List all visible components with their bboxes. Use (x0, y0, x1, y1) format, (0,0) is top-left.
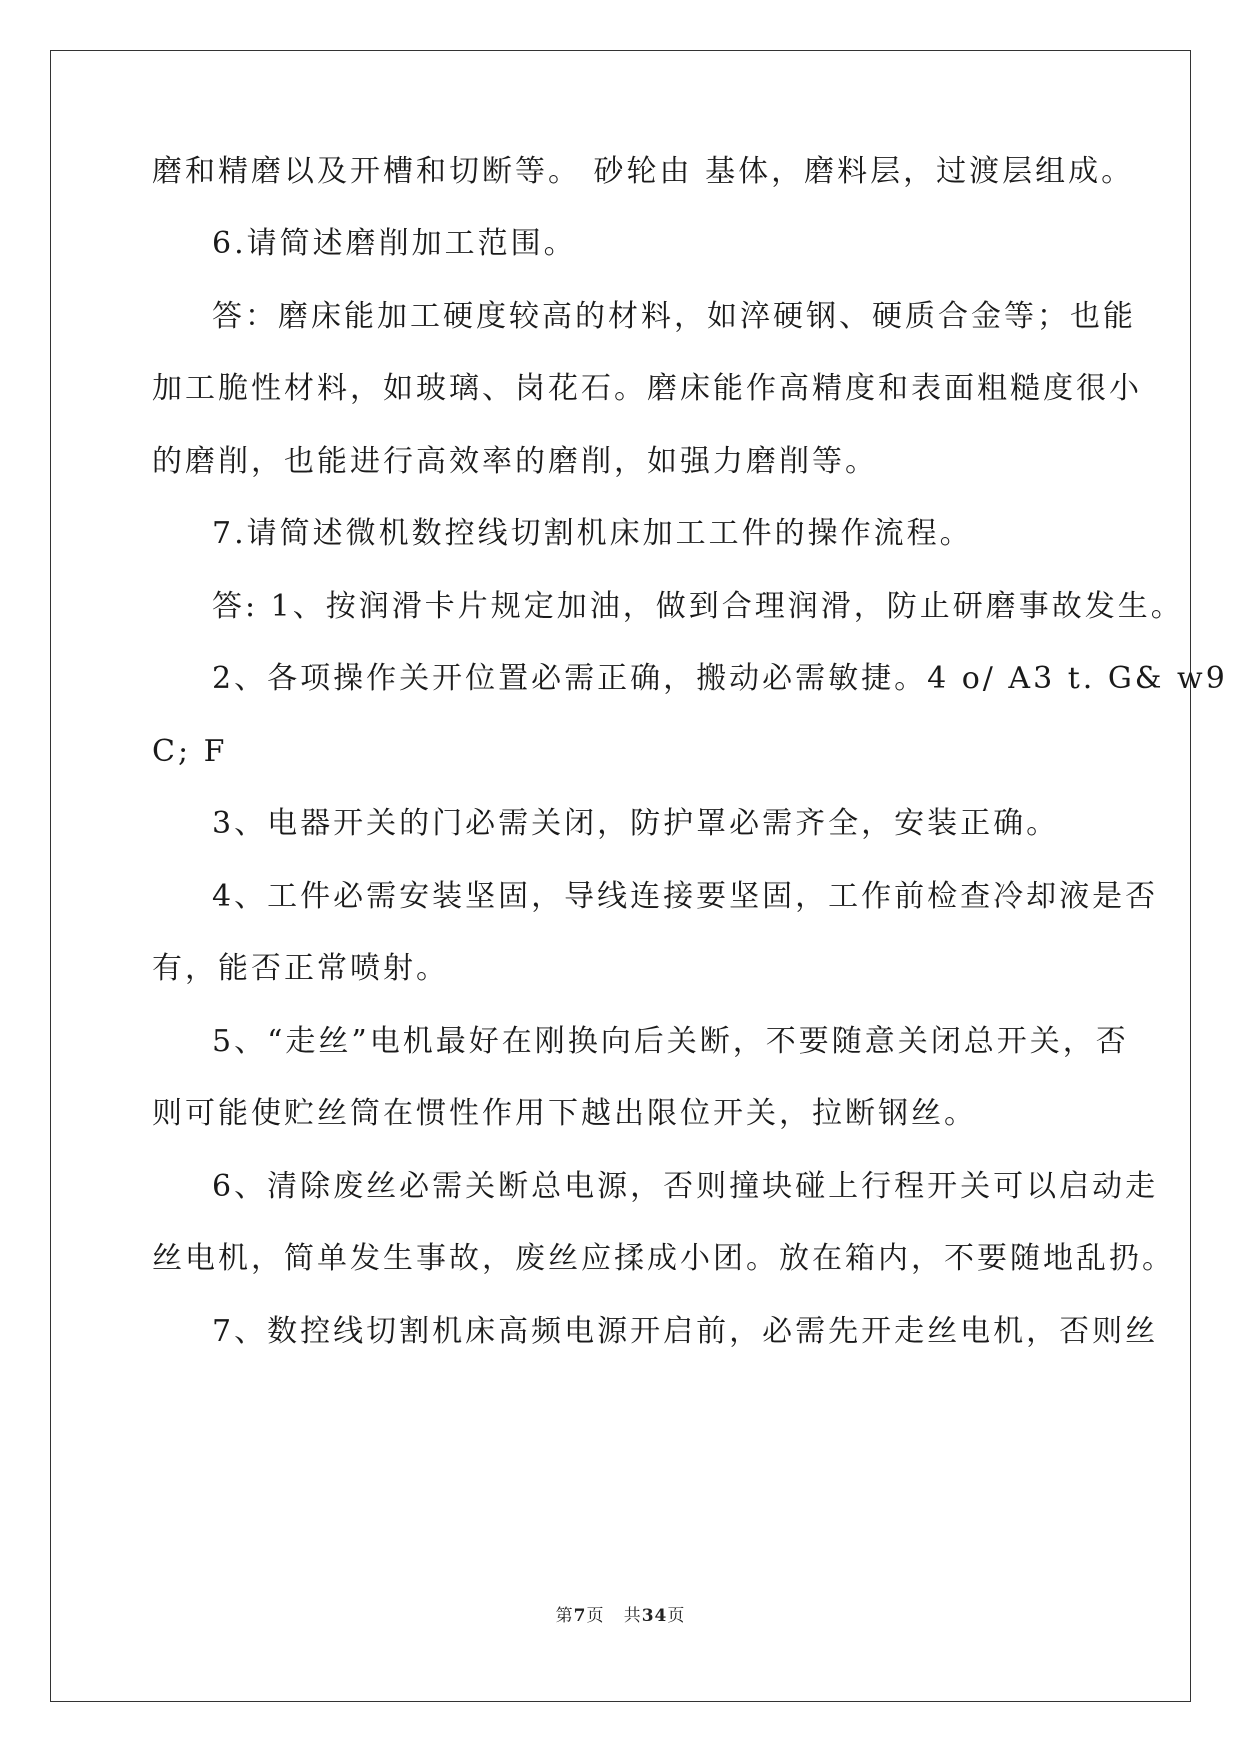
answer-7-step-3: 3、电器开关的门必需关闭，防护罩必需齐全，安装正确。 (212, 806, 1060, 841)
answer-7-step-6: 6、清除废丝必需关断总电源，否则撞块碰上行程开关可以启动走 (212, 1169, 1159, 1204)
footer-total-pages: 34 (641, 1606, 668, 1626)
question-6: 6.请简述磨削加工范围。 (212, 226, 577, 261)
answer-7-step-2: 2、各项操作关开位置必需正确，搬动必需敏捷。4 o/ A3 t. G& w9 (212, 661, 1228, 696)
answer-7-step-1: 答: 1、按润滑卡片规定加油，做到合理润滑，防止研磨事故发生。 (212, 589, 1184, 624)
answer-7-step-5-cont: 则可能使贮丝筒在惯性作用下越出限位开关，拉断钢丝。 (152, 1096, 977, 1131)
footer-page-suffix: 页 (586, 1606, 605, 1626)
question-7: 7.请简述微机数控线切割机床加工工件的操作流程。 (212, 516, 973, 551)
footer-prefix: 第 (555, 1606, 574, 1626)
answer-7-step-4-cont: 有，能否正常喷射。 (152, 951, 449, 986)
answer-7-step-4: 4、工件必需安装坚固，导线连接要坚固，工作前检查冷却液是否 (212, 879, 1159, 914)
answer-6-line-1: 答：磨床能加工硬度较高的材料，如淬硬钢、硬质合金等；也能 (212, 299, 1136, 334)
answer-7-step-2-cont: C; F (152, 734, 228, 769)
answer-7-step-7: 7、数控线切割机床高频电源开启前，必需先开走丝电机，否则丝 (212, 1314, 1159, 1349)
footer-total-suffix: 页 (667, 1606, 686, 1626)
answer-6-line-3: 的磨削，也能进行高效率的磨削，如强力磨削等。 (152, 444, 878, 479)
answer-7-step-5: 5、“走丝”电机最好在刚换向后关断，不要随意关闭总开关，否 (212, 1024, 1129, 1059)
footer-page-number: 7 (573, 1606, 587, 1626)
answer-6-line-2: 加工脆性材料，如玻璃、岗花石。磨床能作高精度和表面粗糙度很小 (152, 371, 1142, 406)
answer-7-step-6-cont: 丝电机，简单发生事故，废丝应揉成小团。放在箱内，不要随地乱扔。 (152, 1241, 1175, 1276)
page-footer (0, 1601, 1241, 1626)
footer-total-prefix: 共 (623, 1606, 642, 1626)
page-border (50, 50, 1191, 1702)
text-line-1: 磨和精磨以及开槽和切断等。 砂轮由 基体，磨料层，过渡层组成。 (152, 154, 1135, 189)
